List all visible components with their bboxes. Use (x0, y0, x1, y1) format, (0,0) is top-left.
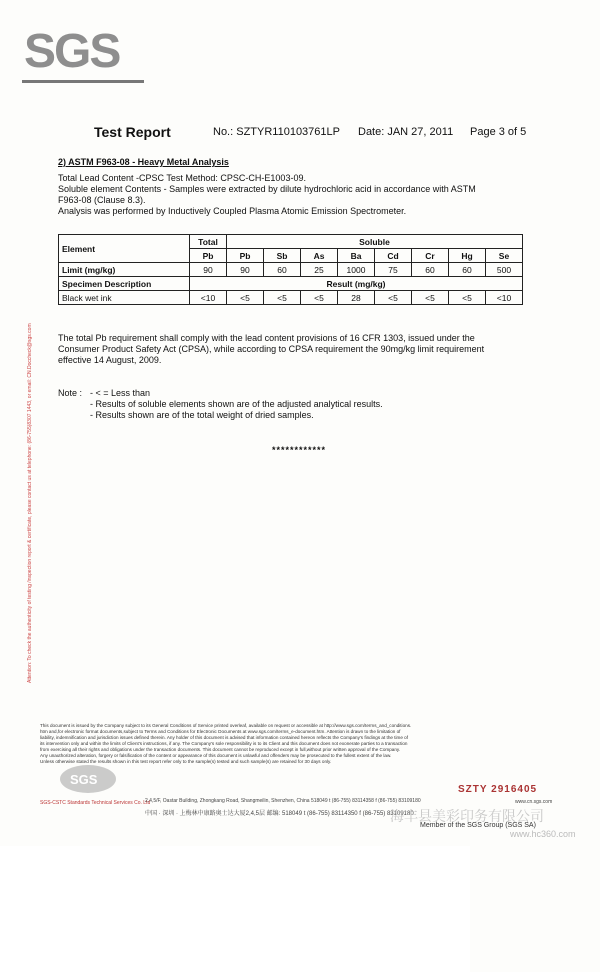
limit-label: Limit (mg/kg) (59, 263, 190, 277)
result-cell: <5 (449, 291, 486, 305)
requirement-line: Consumer Product Safety Act (CPSA), while according to CPSA requirement the 90mg/kg limit requirement (58, 344, 485, 354)
element-header: Element (59, 235, 190, 263)
method-line: Analysis was performed by Inductively Coupled Plasma Atomic Emission Spectrometer. (58, 206, 407, 216)
section-heading: 2) ASTM F963-08 - Heavy Metal Analysis (58, 157, 229, 167)
result-cell: <10 (190, 291, 227, 305)
result-cell: <5 (375, 291, 412, 305)
footer-line: its intervention only and within the limits of Client's instructions, if any. The Company's sole responsibility is to its Client and this document does not exonerate parties to a transaction (40, 741, 408, 746)
limit-cell: 25 (301, 263, 338, 277)
note-item: - < = Less than (90, 388, 151, 398)
heavy-metal-table (58, 234, 523, 305)
soluble-header: Soluble (227, 235, 523, 249)
specimen-header: Specimen Description (59, 277, 190, 291)
result-cell: <5 (264, 291, 301, 305)
footer-line: htm and,for electronic format documents,subject to Terms and Conditions for Electronic Documents at www.sgs.com/terms_e-document.htm. Attention is drawn to the limitation of (40, 729, 401, 734)
total-header: Total (190, 235, 227, 249)
result-cell: 28 (338, 291, 375, 305)
note-item: - Results shown are of the total weight of dried samples. (90, 410, 314, 420)
result-cell: <10 (486, 291, 523, 305)
result-cell: <5 (227, 291, 264, 305)
limit-cell: 1000 (338, 263, 375, 277)
footer-line: This document is issued by the Company subject to its General Conditions of Service printed overleaf, available on request or accessible at http://www.sgs.com/terms_and_conditions. (40, 723, 412, 728)
footer-line: Any unauthorized alteration, forgery or falsification of the content or appearance of this document is unlawful and offenders may be prosecuted to the fullest extent of the law. (40, 753, 392, 758)
limit-cell: 60 (264, 263, 301, 277)
method-line: Soluble element Contents - Samples were extracted by dilute hydrochloric acid in accordance with ASTM (58, 184, 476, 194)
element-cell: Pb (190, 249, 227, 263)
report-date: Date: JAN 27, 2011 (358, 126, 454, 138)
element-cell: Se (486, 249, 523, 263)
sgs-seal-text: SGS (70, 772, 98, 787)
element-cell: Cd (375, 249, 412, 263)
notes-list (90, 388, 383, 421)
address-cn: 中国 · 深圳 · 上梅林中康路奥士达大厦2,4,5层 邮编: 518049 t (86-755) 83114350 f (86-755) 83109180 (145, 811, 414, 817)
element-cell: Ba (338, 249, 375, 263)
footer-line: liability, indemnification and jurisdiction issues defined therein. Any holder of this document is advised that information contained hereon reflects the Company's findings at the time of (40, 735, 408, 740)
note-label: Note : (58, 388, 83, 398)
footer-line: Unless otherwise stated the results shown in this test report refer only to the sample(s) tested and such sample(s) are retained for 30 days only. (40, 759, 332, 764)
watermark: 海丰县美彩印务有限公司 (390, 808, 544, 824)
result-cell: <5 (301, 291, 338, 305)
requirement-line: effective 14 August, 2009. (58, 355, 162, 365)
element-cell: Pb (227, 249, 264, 263)
authenticity-side-text: Attention: To check the authenticity of testing /inspection report & certificate, please contact us at telephone: (86-755)8307 1443, or email: CN.Doccheck@sgs.com (27, 323, 33, 683)
limit-cell: 60 (449, 263, 486, 277)
logo-underline (22, 80, 144, 83)
website: www.cn.sgs.com (515, 799, 553, 805)
page-number: Page 3 of 5 (470, 126, 600, 972)
element-cell: Hg (449, 249, 486, 263)
footer-disclaimer (40, 723, 560, 765)
end-of-results-stars: ************ (272, 445, 327, 455)
address-en: 2,4,5/F, Oastar Building, Zhongkang Road, Shangmeilin, Shenzhen, China 518049 t (86-755) 83114358 f (86-755) 83109180 (145, 798, 421, 804)
company-stamp-text: SGS-CSTC Standards Technical Services Co. Ltd (40, 800, 151, 806)
method-line: F963-08 (Clause 8.3). (58, 195, 146, 205)
result-cell: <5 (412, 291, 449, 305)
report-title: Test Report (94, 124, 171, 140)
limit-cell: 500 (486, 263, 523, 277)
limit-cell: 90 (190, 263, 227, 277)
limit-cell: 90 (227, 263, 264, 277)
limit-cell: 60 (412, 263, 449, 277)
method-line: Total Lead Content -CPSC Test Method: CPSC-CH-E1003-09. (58, 173, 306, 183)
limit-cell: 75 (375, 263, 412, 277)
footer-line: from exercising all their rights and obligations under the transaction documents. This document cannot be reproduced except in full,without prior written approval of the Company. (40, 747, 401, 752)
serial-number: SZTY 2916405 (458, 784, 538, 795)
note-item: - Results of soluble elements shown are of the adjusted analytical results. (90, 399, 383, 409)
requirement-line: The total Pb requirement shall comply with the lead content provisions of 16 CFR 1303, issued under the (58, 333, 475, 343)
element-cell: Cr (412, 249, 449, 263)
element-cell: Sb (264, 249, 301, 263)
watermark-url: www.hc360.com (510, 829, 576, 839)
result-header: Result (mg/kg) (190, 277, 523, 291)
member-line: Member of the SGS Group (SGS SA) (420, 822, 536, 829)
sgs-logo: SGS (24, 25, 120, 78)
sample-name: Black wet ink (59, 291, 190, 305)
element-cell: As (301, 249, 338, 263)
report-number: No.: SZTYR110103761LP (213, 126, 340, 138)
